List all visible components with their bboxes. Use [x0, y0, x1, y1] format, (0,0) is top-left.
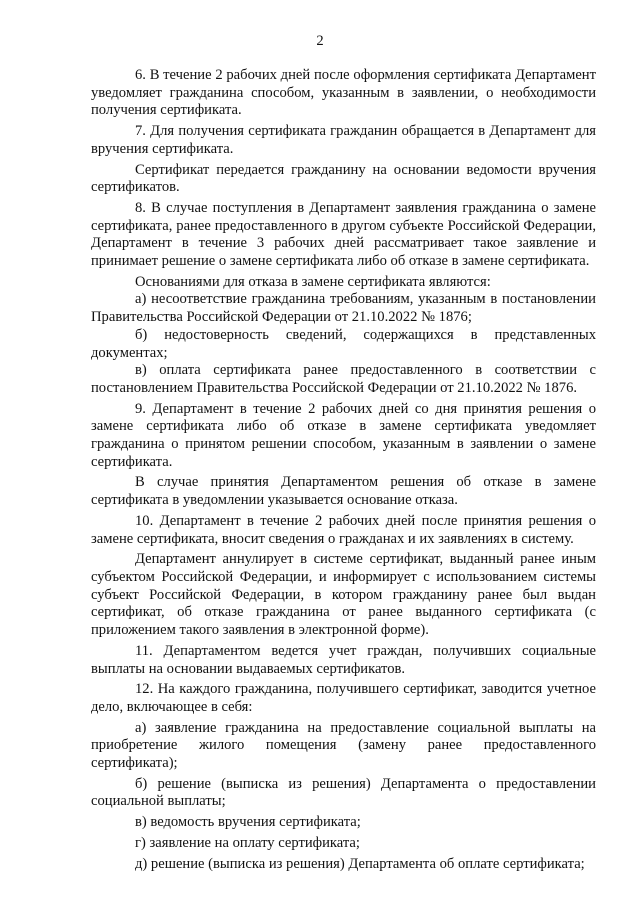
list-item-refusal-a: а) несоответствие гражданина требованиям, указанным в постановлении Правительства Российской Федерации от 21.10.2022 № 1876;	[91, 291, 596, 326]
paragraph-annulment: Департамент аннулирует в системе сертификат, выданный ранее иным субъектом Российской Федерации, и информирует с использованием системы субъект Российской Федерации, в котором гражданину ранее был выдан сертификат, об отказе гражданина от ранее выданного сертификата (с приложением такого заявления в электронной форме).	[91, 551, 596, 639]
paragraph-refusal-notice: В случае принятия Департаментом решения об отказе в замене сертификата в уведомлении указывается основание отказа.	[91, 474, 596, 509]
document-body	[91, 67, 596, 876]
paragraph-6: 6. В течение 2 рабочих дней после оформления сертификата Департамент уведомляет гражданина способом, указанным в заявлении, о необходимости получения сертификата.	[91, 67, 596, 119]
paragraph-10: 10. Департамент в течение 2 рабочих дней после принятия решения о замене сертификата, вносит сведения о гражданах и их заявлениях в систему.	[91, 512, 596, 547]
paragraph-refusal-grounds: Основаниями для отказа в замене сертификата являются:	[135, 273, 491, 290]
page-number: 2	[316, 33, 324, 49]
paragraph-certificate-handover: Сертификат передается гражданину на основании ведомости вручения сертификатов.	[91, 161, 596, 196]
paragraph-8: 8. В случае поступления в Департамент заявления гражданина о замене сертификата, ранее предоставленного в другом субъекте Российской Федерации, Департамент в течение 3 рабочих дней рассматривает такое заявление и принимает решение о замене сертификата либо об отказе в замене сертификата.	[91, 199, 596, 270]
list-item-refusal-b: б) недостоверность сведений, содержащихся в представленных документах;	[91, 326, 596, 361]
list-item-file-e: д) решение (выписка из решения) Департамента об оплате сертификата;	[135, 855, 585, 872]
list-item-file-c: в) ведомость вручения сертификата;	[135, 814, 361, 831]
list-item-file-b: б) решение (выписка из решения) Департамента о предоставлении социальной выплаты;	[91, 775, 596, 810]
paragraph-11: 11. Департаментом ведется учет граждан, получивших социальные выплаты на основании выдаваемых сертификатов.	[91, 642, 596, 677]
paragraph-7: 7. Для получения сертификата гражданин обращается в Департамент для вручения сертификата.	[91, 123, 596, 157]
paragraph-12: 12. На каждого гражданина, получившего сертификат, заводится учетное дело, включающее в себя:	[91, 681, 596, 715]
list-item-file-a: а) заявление гражданина на предоставление социальной выплаты на приобретение жилого помещения (замену ранее предоставленного сертификата);	[91, 719, 596, 772]
list-item-refusal-c: в) оплата сертификата ранее предоставленного в соответствии с постановлением Правительства Российской Федерации от 21.10.2022 № 1876.	[91, 362, 596, 396]
list-item-file-d: г) заявление на оплату сертификата;	[135, 834, 360, 851]
paragraph-9: 9. Департамент в течение 2 рабочих дней со дня принятия решения о замене сертификата либо об отказе в замене сертификата уведомляет гражданина о принятом решении способом, указанным в заявлении о замене сертификата.	[91, 400, 596, 470]
